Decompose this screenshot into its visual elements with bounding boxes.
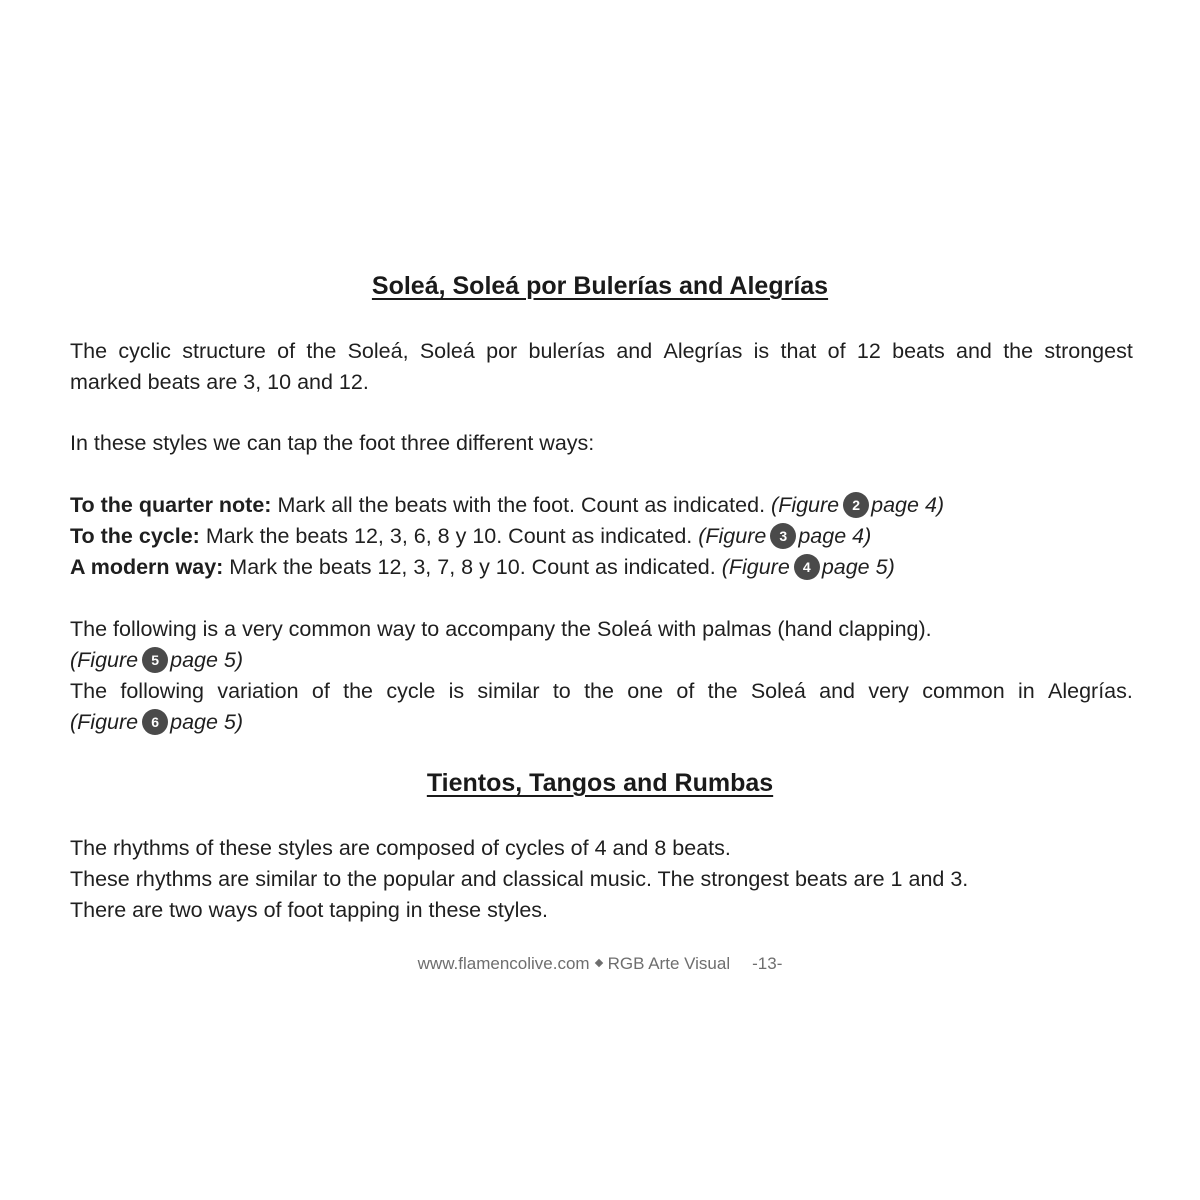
- word: of: [676, 679, 695, 703]
- word: very: [868, 679, 909, 703]
- word: and: [956, 339, 992, 363]
- figure-reference-variation: [70, 708, 243, 738]
- paragraph-cyclic-structure-line-1: [70, 337, 1133, 365]
- way-text: Mark the beats 12, 3, 7, 8 y 10. Count as indicated.: [223, 555, 722, 579]
- way-label: To the quarter note:: [70, 493, 272, 517]
- word: Soleá: [419, 339, 475, 363]
- figure-number-badge: 4: [794, 554, 820, 580]
- figure-prefix: (Figure: [771, 493, 840, 517]
- word: is: [753, 339, 770, 363]
- word: to: [552, 679, 571, 703]
- word: The: [70, 339, 108, 363]
- figure-number-badge: 3: [770, 523, 796, 549]
- figure-reference-palmas: [70, 646, 243, 676]
- word: the: [707, 679, 738, 703]
- word: bulerías: [528, 339, 606, 363]
- word: beats: [892, 339, 945, 363]
- word: The: [70, 679, 108, 703]
- footer-website: www.flamencolive.com: [417, 954, 590, 973]
- figure-suffix: page 5): [170, 710, 244, 734]
- word: the: [584, 679, 614, 703]
- figure-prefix: (Figure: [70, 710, 139, 734]
- way-quarter-note: [70, 491, 944, 521]
- word: por: [486, 339, 518, 363]
- word: similar: [477, 679, 540, 703]
- figure-suffix: page 5): [170, 648, 244, 672]
- word: of: [827, 339, 846, 363]
- word: that: [780, 339, 817, 363]
- word: following: [120, 679, 205, 703]
- paragraph-foot-tapping-intro: In these styles we can tap the foot three different ways:: [70, 431, 595, 455]
- word: 12: [856, 339, 881, 363]
- word: cycle: [386, 679, 436, 703]
- figure-suffix: page 4): [871, 493, 945, 517]
- page-footer: [0, 954, 1200, 974]
- word: and: [819, 679, 856, 703]
- word: cyclic: [118, 339, 171, 363]
- way-label: To the cycle:: [70, 524, 200, 548]
- figure-suffix: page 4): [798, 524, 872, 548]
- figure-suffix: page 5): [821, 555, 895, 579]
- diamond-separator-icon: [594, 959, 602, 967]
- figure-reference: [722, 555, 895, 579]
- word: and: [616, 339, 653, 363]
- word: common: [922, 679, 1005, 703]
- word: one: [627, 679, 664, 703]
- figure-number-badge: 5: [142, 647, 168, 673]
- word: is: [448, 679, 465, 703]
- section-heading-tientos: Tientos, Tangos and Rumbas: [426, 769, 774, 797]
- word: of: [311, 679, 330, 703]
- paragraph-variation: [70, 677, 1133, 705]
- word: Alegrías.: [1048, 679, 1133, 703]
- word: Soleá: [750, 679, 806, 703]
- section-heading-solea: Soleá, Soleá por Bulerías and Alegrías: [371, 272, 829, 300]
- figure-prefix: (Figure: [721, 555, 790, 579]
- paragraph-rhythms-line-1: The rhythms of these styles are composed of cycles of 4 and 8 beats.: [70, 836, 731, 860]
- way-label: A modern way:: [70, 555, 224, 579]
- word: of: [277, 339, 296, 363]
- word: the: [306, 339, 337, 363]
- word: Soleá,: [347, 339, 409, 363]
- figure-reference: [771, 493, 944, 517]
- word: the: [1003, 339, 1034, 363]
- way-text: Mark the beats 12, 3, 6, 8 y 10. Count as indicated.: [199, 524, 699, 548]
- figure-prefix: (Figure: [70, 648, 139, 672]
- page-number: -13-: [752, 954, 783, 973]
- way-text: Mark all the beats with the foot. Count as indicated.: [271, 493, 772, 517]
- way-modern: [70, 553, 895, 583]
- paragraph-palmas: The following is a very common way to accompany the Soleá with palmas (hand clapping).: [70, 617, 932, 641]
- word: structure: [182, 339, 266, 363]
- word: the: [343, 679, 374, 703]
- word: Alegrías: [663, 339, 743, 363]
- figure-number-badge: 6: [142, 709, 168, 735]
- footer-publisher: RGB Arte Visual: [607, 954, 731, 973]
- way-cycle: [70, 522, 871, 552]
- paragraph-rhythms-line-2: These rhythms are similar to the popular and classical music. The strongest beats are 1 and 3.: [70, 867, 969, 891]
- word: variation: [217, 679, 299, 703]
- figure-reference: [698, 524, 871, 548]
- paragraph-rhythms-line-3: There are two ways of foot tapping in these styles.: [70, 898, 549, 922]
- paragraph-cyclic-structure-line-2: marked beats are 3, 10 and 12.: [70, 370, 369, 394]
- word: in: [1017, 679, 1035, 703]
- figure-prefix: (Figure: [698, 524, 767, 548]
- word: strongest: [1044, 339, 1133, 363]
- figure-number-badge: 2: [843, 492, 869, 518]
